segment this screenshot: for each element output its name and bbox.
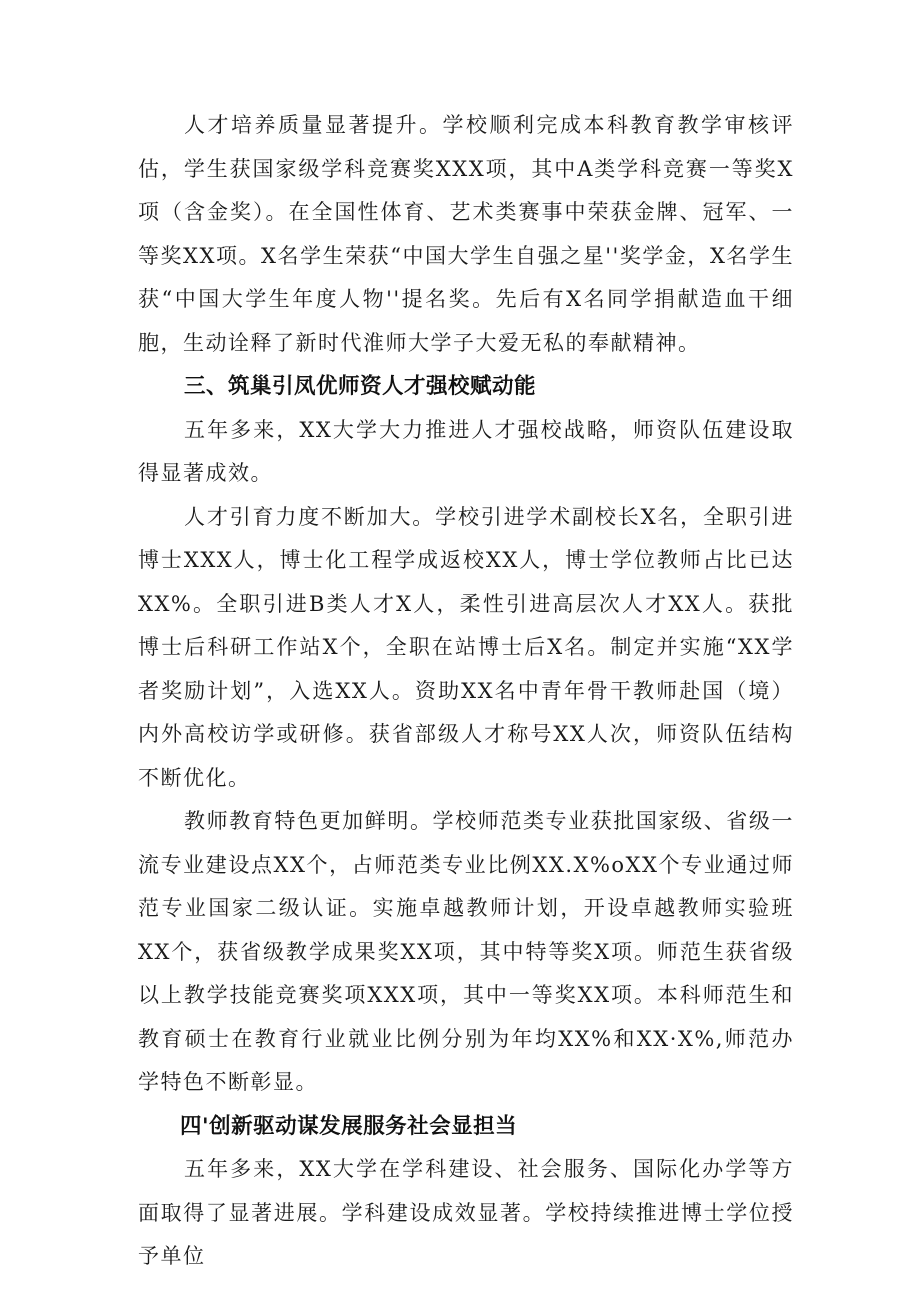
section-heading-3: 三、筑巢引凤优师资人才强校赋动能 [184,374,537,399]
paragraph-talent-recruitment: 人才引育力度不断加大。学校引进学术副校长X名，全职引进博士XXX人，博士化工程学成返校XX人，博士学位教师占比已达XX%。全职引进B类人才X人，柔性引进高层次人才XX人。获批博士后科研工作站X个，全职在站博士后X名。制定并实施“XX学者奖励计划”，入选XX人。资助XX名中青年骨干教师赴国（境）内外高校访学或研修。获省部级人才称号XX人次，师资队伍结构不断优化。 [138,504,794,790]
paragraph-talent-cultivation: 人才培养质量显著提升。学校顺利完成本科教育教学审核评估，学生获国家级学科竞赛奖XXX项，其中A类学科竞赛一等奖X项（含金奖）。在全国性体育、艺术类赛事中荣获金牌、冠军、一等奖XX项。X名学生荣获“中国大学生自强之星''奖学金，X名学生获“中国大学生年度人物''提名奖。先后有X名同学捐献造血干细胞，生动诠释了新时代淮师大学子大爱无私的奉献精神。 [138,113,794,355]
paragraph-teacher-education: 教师教育特色更加鲜明。学校师范类专业获批国家级、省级一流专业建设点XX个，占师范类专业比例XX.X%oXX个专业通过师范专业国家二级认证。实施卓越教师计划，开设卓越教师实验班XX个，获省级教学成果奖XX项，其中特等奖X项。师范生获省级以上教学技能竞赛奖项XXX项，其中一等奖XX项。本科师范生和教育硕士在教育行业就业比例分别为年均XX%和XX·X%,师范办学特色不断彰显。 [138,809,794,1094]
section-heading-4: 四'创新驱动谋发展服务社会显担当 [180,1113,518,1139]
document-body [138,104,794,1279]
paragraph-innovation-intro: 五年多来，XX大学在学科建设、社会服务、国际化办学等方面取得了显著进展。学科建设成效显著。学校持续推进博士学位授予单位 [138,1157,794,1268]
paragraph-faculty-intro: 五年多来，XX大学大力推进人才强校战略，师资队伍建设取得显著成效。 [138,417,794,485]
